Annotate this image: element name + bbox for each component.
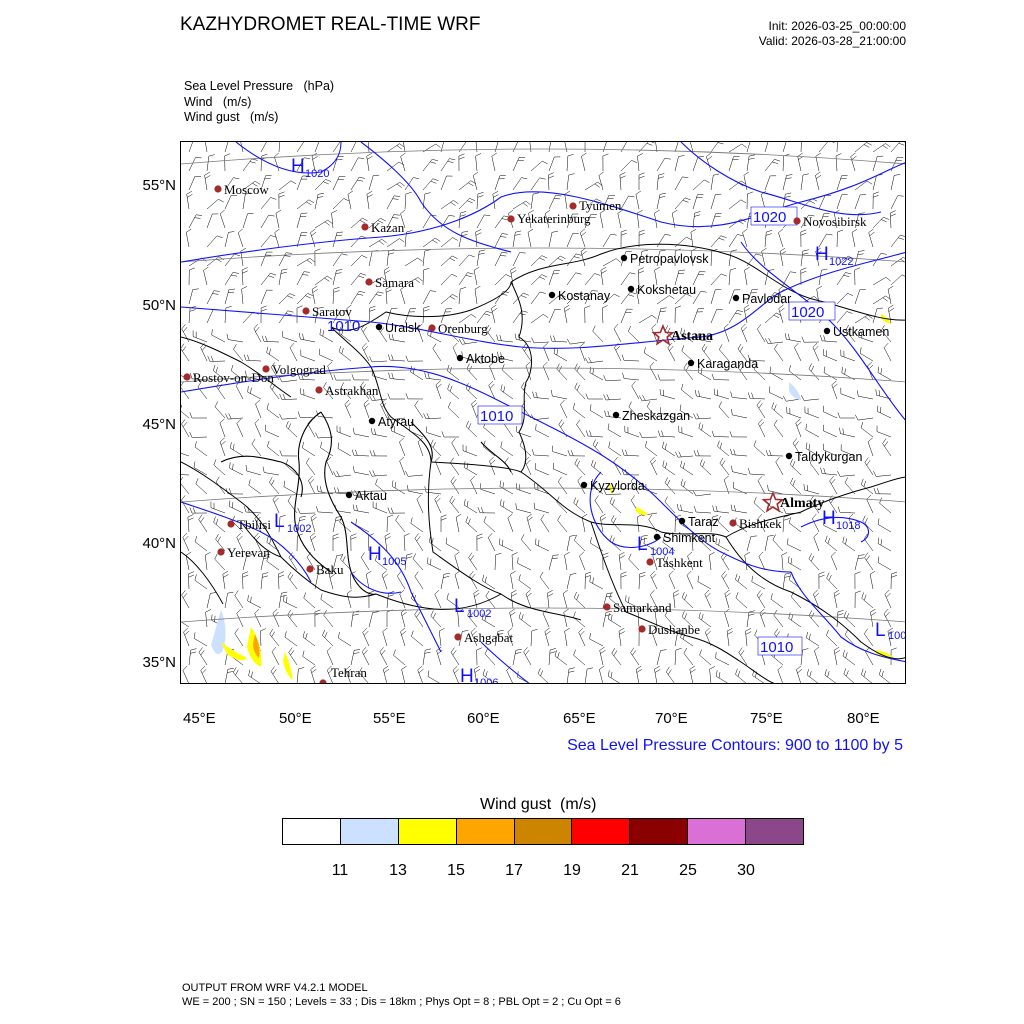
svg-text:Pavlodar: Pavlodar [742, 292, 792, 306]
pressure-center-letter: H [368, 544, 382, 565]
pressure-center-value: 1004 [650, 546, 675, 558]
lon-label: 45°E [183, 710, 216, 727]
isobar-label: 1020 [753, 209, 787, 226]
svg-text:Aktau: Aktau [355, 489, 387, 503]
city-kyzylorda [581, 479, 645, 493]
svg-text:Tyumen: Tyumen [579, 198, 622, 213]
svg-text:Ashgabat: Ashgabat [464, 630, 514, 645]
svg-text:Tashkent: Tashkent [656, 555, 703, 570]
svg-text:Almaty: Almaty [780, 496, 825, 511]
svg-text:Moscow: Moscow [224, 182, 269, 197]
gust-patch [636, 507, 648, 515]
city-taldykurgan [786, 450, 863, 464]
pressure-center-value: 1018 [836, 520, 861, 532]
init-valid-block [759, 19, 906, 49]
gust-patch [283, 652, 293, 680]
colorbar-tick: 19 [563, 862, 581, 879]
city-samarkand [603, 600, 672, 615]
lat-label: 40°N [142, 535, 176, 552]
city-ustkamen [824, 325, 890, 339]
pressure-center-value: 1002 [287, 523, 312, 535]
gust-patch [789, 382, 801, 400]
colorbar-cell [630, 819, 688, 844]
pressure-center-letter: H [460, 666, 474, 685]
colorbar-cell [688, 819, 746, 844]
svg-text:Volgograd: Volgograd [272, 362, 326, 377]
footer-line-config: WE = 200 ; SN = 150 ; Levels = 33 ; Dis = 18km ; Phys Opt = 8 ; PBL Opt = 2 ; Cu Opt = 6 [182, 996, 621, 1008]
colorbar-tick: 30 [737, 862, 755, 879]
map-panel [180, 141, 906, 684]
isobar-label: 1010 [480, 408, 514, 425]
city-tehran [319, 665, 367, 684]
gust-patch [221, 642, 247, 660]
cities-layer [183, 182, 889, 684]
svg-text:Samara: Samara [375, 275, 414, 290]
model-footer [182, 981, 621, 1009]
colorbar-cell [746, 819, 803, 844]
svg-text:Kazan: Kazan [371, 220, 405, 235]
city-atyrau [369, 415, 414, 429]
svg-text:Samarkand: Samarkand [613, 600, 672, 615]
colorbar-cell [283, 819, 341, 844]
isobar-label: 1020 [791, 304, 825, 321]
svg-text:Astrakhan: Astrakhan [325, 383, 379, 398]
svg-text:Yerevan: Yerevan [227, 545, 270, 560]
svg-text:Kostanay: Kostanay [558, 289, 611, 303]
lat-label: 35°N [142, 654, 176, 671]
svg-text:Rostov-on-Don: Rostov-on-Don [193, 370, 274, 385]
city-karaganda [688, 357, 758, 371]
colorbar-cell [457, 819, 515, 844]
city-dushanbe [638, 622, 700, 637]
svg-text:Baku: Baku [316, 562, 344, 577]
colorbar [282, 818, 804, 845]
pressure-center-letter: L [454, 596, 465, 617]
lon-label: 70°E [655, 710, 688, 727]
city-yerevan [217, 545, 270, 560]
city-novosibirsk [793, 214, 867, 229]
city-baku [306, 562, 344, 577]
svg-text:Atyrau: Atyrau [378, 415, 415, 429]
pressure-center-value: 100 [888, 630, 907, 642]
lon-label: 75°E [750, 710, 783, 727]
city-petropavlovsk [621, 252, 709, 266]
city-ashgabat [454, 630, 513, 645]
city-pavlodar [733, 292, 792, 306]
city-aktobe [457, 352, 505, 366]
plot-title: KAZHYDROMET REAL-TIME WRF [180, 14, 481, 35]
pressure-center-value: 1006 [474, 677, 499, 685]
svg-text:Taldykurgan: Taldykurgan [795, 450, 863, 464]
city-bishkek [729, 516, 782, 531]
pressure-center-letter: L [637, 534, 648, 555]
pressure-center-letter: H [815, 244, 829, 265]
footer-line-model: OUTPUT FROM WRF V4.2.1 MODEL [182, 982, 368, 994]
colorbar-tick: 17 [505, 862, 523, 879]
svg-text:Aktobe: Aktobe [466, 352, 505, 366]
svg-text:Shimkent: Shimkent [663, 531, 716, 545]
lon-label: 55°E [373, 710, 406, 727]
lat-label: 55°N [142, 177, 176, 194]
pressure-center-value: 1005 [382, 556, 407, 568]
svg-text:Ustkamen: Ustkamen [833, 325, 890, 339]
var-slp: Sea Level Pressure (hPa) [184, 79, 335, 93]
pressure-center-letter: H [822, 508, 836, 529]
svg-text:Taraz: Taraz [688, 515, 719, 529]
city-zheskazgan [613, 409, 690, 423]
colorbar-tick: 11 [331, 862, 349, 879]
variable-list [184, 79, 334, 126]
colorbar-title: Wind gust (m/s) [480, 796, 597, 813]
svg-text:Yekaterinburg: Yekaterinburg [517, 211, 591, 226]
capital-almaty [764, 493, 825, 511]
svg-text:Kyzylorda: Kyzylorda [590, 479, 645, 493]
svg-text:Saratov: Saratov [312, 304, 352, 319]
colorbar-cell [572, 819, 630, 844]
svg-text:Uralsk: Uralsk [385, 321, 421, 335]
isobar-label: 1010 [760, 639, 794, 656]
lon-label: 50°E [279, 710, 312, 727]
gust-patch [211, 610, 226, 654]
map-canvas [181, 142, 906, 684]
svg-text:Tehran: Tehran [331, 665, 367, 680]
svg-text:Dushanbe: Dushanbe [648, 622, 700, 637]
city-kokshetau [628, 283, 696, 297]
svg-text:Zheskazgan: Zheskazgan [622, 409, 691, 423]
lon-label: 60°E [467, 710, 500, 727]
city-moscow [214, 182, 269, 197]
city-kostanay [549, 289, 611, 303]
city-astrakhan [315, 383, 379, 398]
colorbar-tick: 15 [447, 862, 465, 879]
svg-text:Kokshetau: Kokshetau [637, 283, 697, 297]
valid-time: Valid: 2026-03-28_21:00:00 [758, 34, 906, 48]
svg-text:Astana: Astana [671, 329, 714, 344]
var-wind: Wind (m/s) [184, 94, 252, 109]
capital-astana [654, 326, 714, 344]
svg-text:Bishkek: Bishkek [739, 516, 782, 531]
city-kazan [361, 220, 404, 235]
city-orenburg [428, 321, 488, 336]
pressure-center-value: 1020 [305, 168, 330, 180]
pressure-center-letter: L [875, 620, 886, 641]
pressure-center-value: 1002 [467, 608, 492, 620]
svg-text:Novosibirsk: Novosibirsk [803, 214, 867, 229]
colorbar-tick: 21 [621, 862, 639, 879]
svg-text:Petropavlovsk: Petropavlovsk [630, 252, 709, 266]
var-gust: Wind gust (m/s) [184, 110, 279, 124]
colorbar-cell [341, 819, 399, 844]
city-samara [365, 275, 414, 290]
isobar-label: 1010 [327, 318, 361, 335]
pressure-center-value: 1022 [829, 256, 854, 268]
lat-label: 50°N [142, 297, 176, 314]
colorbar-cell [515, 819, 573, 844]
lat-label: 45°N [142, 416, 176, 433]
lon-label: 80°E [847, 710, 880, 727]
colorbar-tick: 13 [389, 862, 407, 879]
slp-contour-note: Sea Level Pressure Contours: 900 to 1100 by 5 [567, 737, 903, 754]
svg-text:Tbilisi: Tbilisi [237, 517, 271, 532]
colorbar-cell [399, 819, 457, 844]
pressure-center-letter: L [274, 511, 285, 532]
city-rostov-on-don [183, 370, 274, 385]
colorbar-tick: 25 [679, 862, 697, 879]
init-time: Init: 2026-03-25_00:00:00 [768, 19, 906, 33]
svg-text:Orenburg: Orenburg [438, 321, 488, 336]
pressure-center-letter: H [291, 156, 305, 177]
city-yekaterinburg [507, 211, 591, 226]
lon-label: 65°E [563, 710, 596, 727]
city-tbilisi [227, 517, 271, 532]
city-shimkent [654, 531, 716, 545]
svg-text:Karaganda: Karaganda [697, 357, 759, 371]
